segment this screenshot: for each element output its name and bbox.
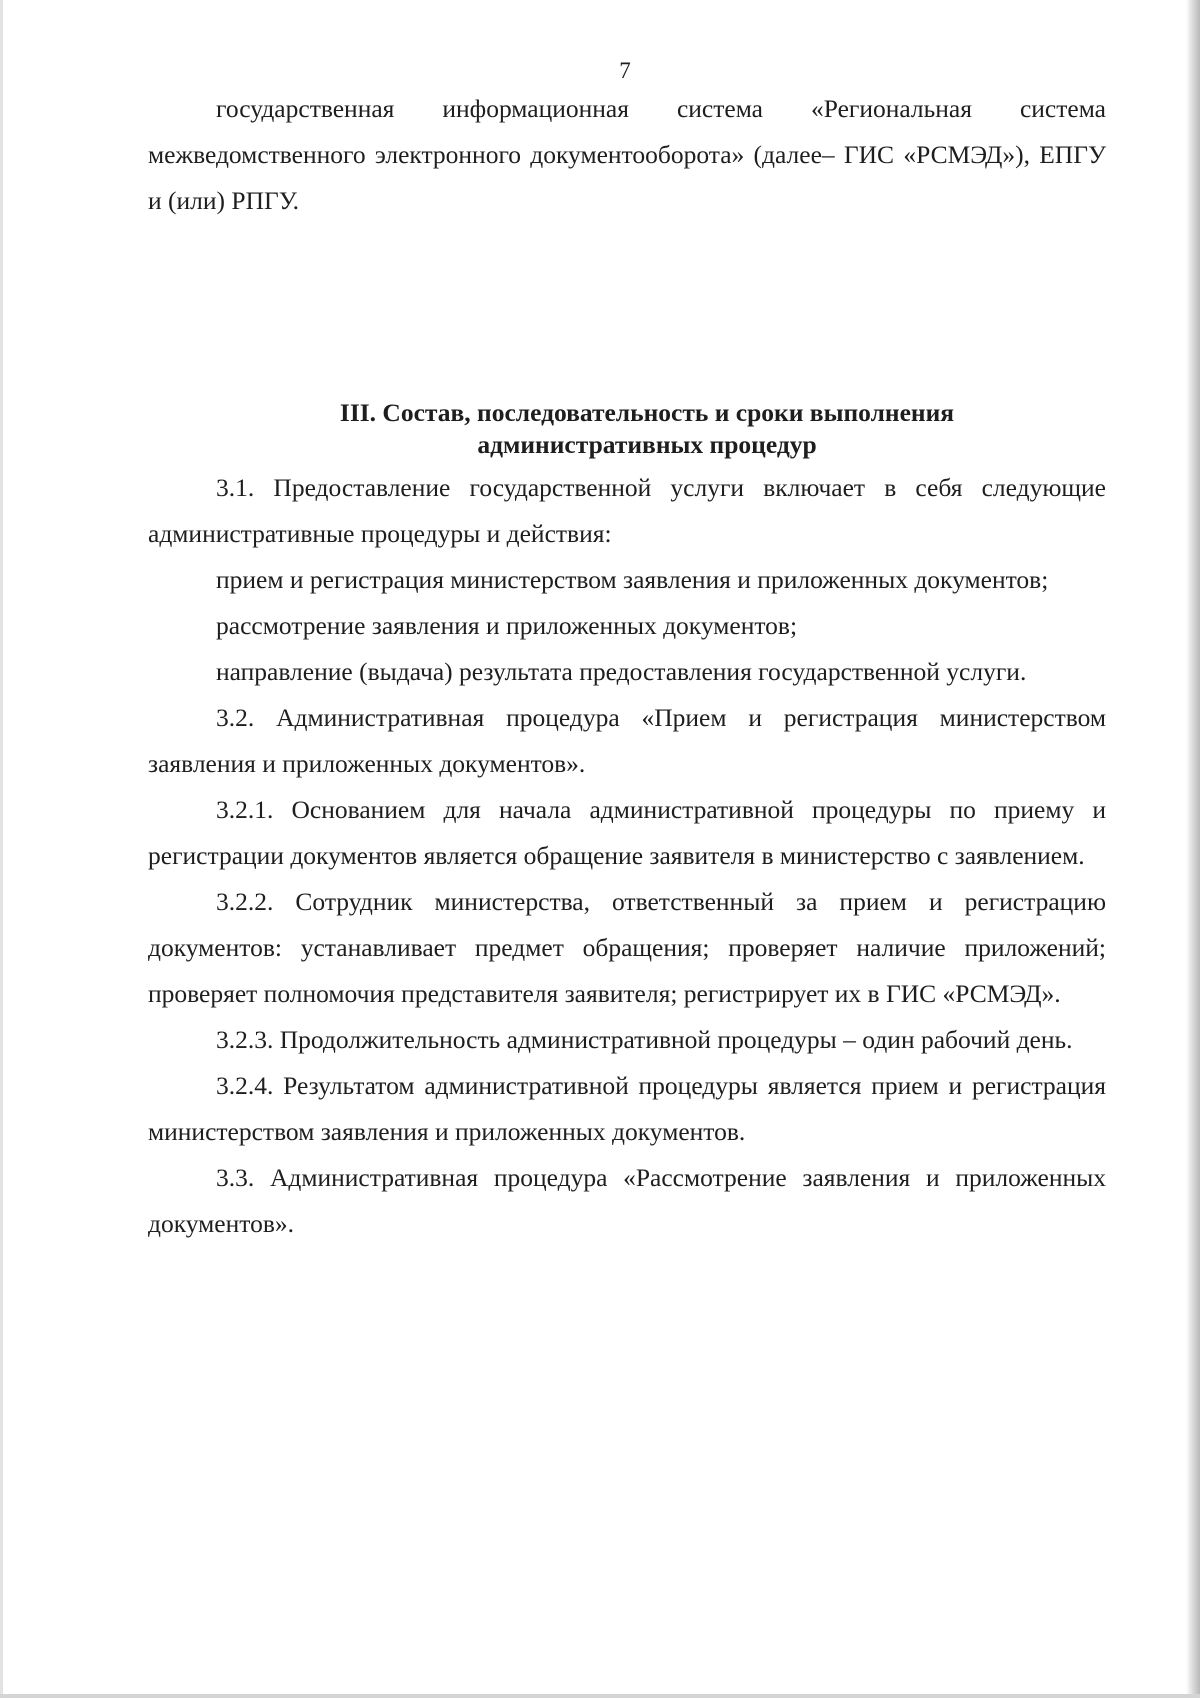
paragraph-3-2-1: 3.2.1. Основанием для начала административной процедуры по приему и регистрации документов является обращение заявителя в министерство с заявлением. <box>148 795 1106 870</box>
scan-bottom-edge <box>0 1694 1200 1698</box>
paragraph-3-2: 3.2. Административная процедура «Прием и регистрация министерством заявления и приложенных документов». <box>148 703 1106 778</box>
section-heading-line-2: административных процедур <box>477 430 817 459</box>
document-body <box>148 86 1106 1247</box>
paragraph-3-1: 3.1. Предоставление государственной услуги включает в себя следующие административные процедуры и действия: <box>148 473 1106 548</box>
page-number: 7 <box>619 58 631 83</box>
scan-right-shadow <box>1186 0 1200 1698</box>
paragraph-procedure-result: направление (выдача) результата предоставления государственной услуги. <box>216 657 1027 686</box>
paragraph-3-2-4: 3.2.4. Результатом административной процедуры является прием и регистрация министерством заявления и приложенных документов. <box>148 1071 1106 1146</box>
scan-left-edge <box>0 0 3 1698</box>
section-heading-line-1: III. Состав, последовательность и сроки выполнения <box>339 398 955 427</box>
paragraph-3-3: 3.3. Административная процедура «Рассмотрение заявления и приложенных документов». <box>148 1163 1106 1238</box>
paragraph-procedure-reception: прием и регистрация министерством заявления и приложенных документов; <box>216 565 1049 594</box>
section-heading <box>148 397 1106 461</box>
paragraph-3-2-3: 3.2.3. Продолжительность административной процедуры – один рабочий день. <box>216 1025 1073 1054</box>
paragraph-3-2-2: 3.2.2. Сотрудник министерства, ответственный за прием и регистрацию документов: устанавливает предмет обращения; проверяет наличие приложений; проверяет полномочия представителя заявителя; регистрирует их в ГИС «РСМЭД». <box>148 887 1106 1008</box>
intro-paragraph: государственная информационная система «Региональная система межведомственного электронного документооборота» (далее– ГИС «РСМЭД»), ЕПГУ и (или) РПГУ. <box>148 94 1106 215</box>
paragraph-procedure-review: рассмотрение заявления и приложенных документов; <box>216 611 798 640</box>
section-spacer <box>148 224 1106 397</box>
